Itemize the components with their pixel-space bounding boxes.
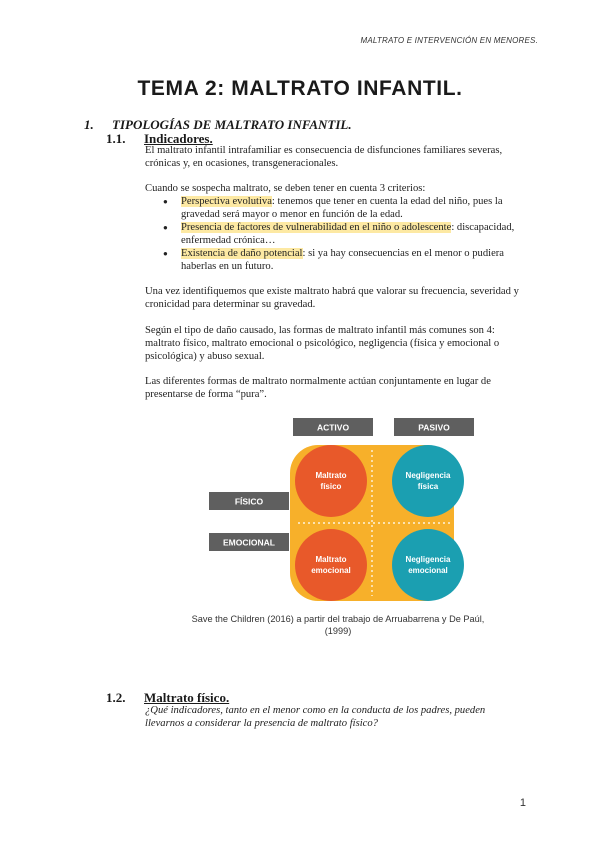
circle-label-line1: Negligencia [405,471,451,480]
circle-label-line1: Negligencia [405,555,451,564]
forms-paragraph: Las diferentes formas de maltrato normalmente actúan conjuntamente en lugar de presentarse de forma “pura”. [145,376,491,400]
subsection-label: Maltrato físico. [144,690,230,705]
circle-physical-abuse [295,445,367,517]
criterion-term: Perspectiva evolutiva [181,196,272,207]
circle-label-line2: emocional [311,566,351,575]
caption-line: (1999) [324,626,352,636]
subsection-number: 1.1. [106,131,126,146]
caption-line: Save the Children (2016) a partir del trabajo de Arruabarrena y De Paúl, [191,614,485,624]
diagram-caption [180,613,496,637]
circle-label-line1: Maltrato [315,555,347,564]
intro-paragraph: El maltrato infantil intrafamiliar es consecuencia de disfunciones familiares severas, crónicas y, en ocasiones, transgeneracionales. [145,145,503,169]
criteria-intro: Cuando se sospecha maltrato, se deben tener en cuenta 3 criterios: [145,183,426,194]
section-number: 1. [84,117,94,132]
criterion-text: : tenemos que tener en cuenta la edad del niño, pues la gravedad será mayor o menor en función de la edad. [181,196,503,220]
subsection-number: 1.2. [106,690,126,705]
row-label-emotional: EMOCIONAL [223,537,275,548]
criterion-text: : si ya hay consecuencias en el menor o pudiera haberlas en un futuro. [181,248,504,272]
section-label: TIPOLOGÍAS DE MALTRATO INFANTIL. [112,117,352,132]
criterion-text: : discapacidad, enfermedad crónica… [181,222,515,246]
physical-abuse-question: ¿Qué indicadores, tanto en el menor como en la conducta de los padres, pueden llevarnos a considerar la presencia de maltrato físico? [145,705,486,729]
subsection-label: Indicadores. [144,131,213,146]
criterion-term: Presencia de factores de vulnerabilidad en el niño o adolescente [181,222,452,233]
assessment-paragraph: Una vez identifiquemos que existe maltrato habrá que valorar su frecuencia, severidad y cronicidad para determinar su gravedad. [145,286,519,310]
column-label-active: ACTIVO [316,422,350,433]
circle-emotional-abuse [295,529,367,601]
circle-label-line2: física [417,482,439,491]
running-header: MALTRATO E INTERVENCIÓN EN MENORES. [360,36,538,45]
circle-emotional-neglect [392,529,464,601]
circle-label-line2: emocional [408,566,448,575]
circle-label-line1: Maltrato [315,471,347,480]
circle-label-line2: físico [320,482,342,491]
row-label-physical: FÍSICO [234,496,264,507]
page-title: TEMA 2: MALTRATO INFANTIL. [137,77,463,100]
circle-physical-neglect [392,445,464,517]
page-number: 1 [519,797,526,809]
criterion-term: Existencia de daño potencial [181,248,303,259]
types-paragraph: Según el tipo de daño causado, las formas de maltrato infantil más comunes son 4: maltrato físico, maltrato emocional o psicológico, negligencia (física y emocional o psicológica) y abuso sexual. [145,325,500,362]
column-label-passive: PASIVO [418,422,450,433]
